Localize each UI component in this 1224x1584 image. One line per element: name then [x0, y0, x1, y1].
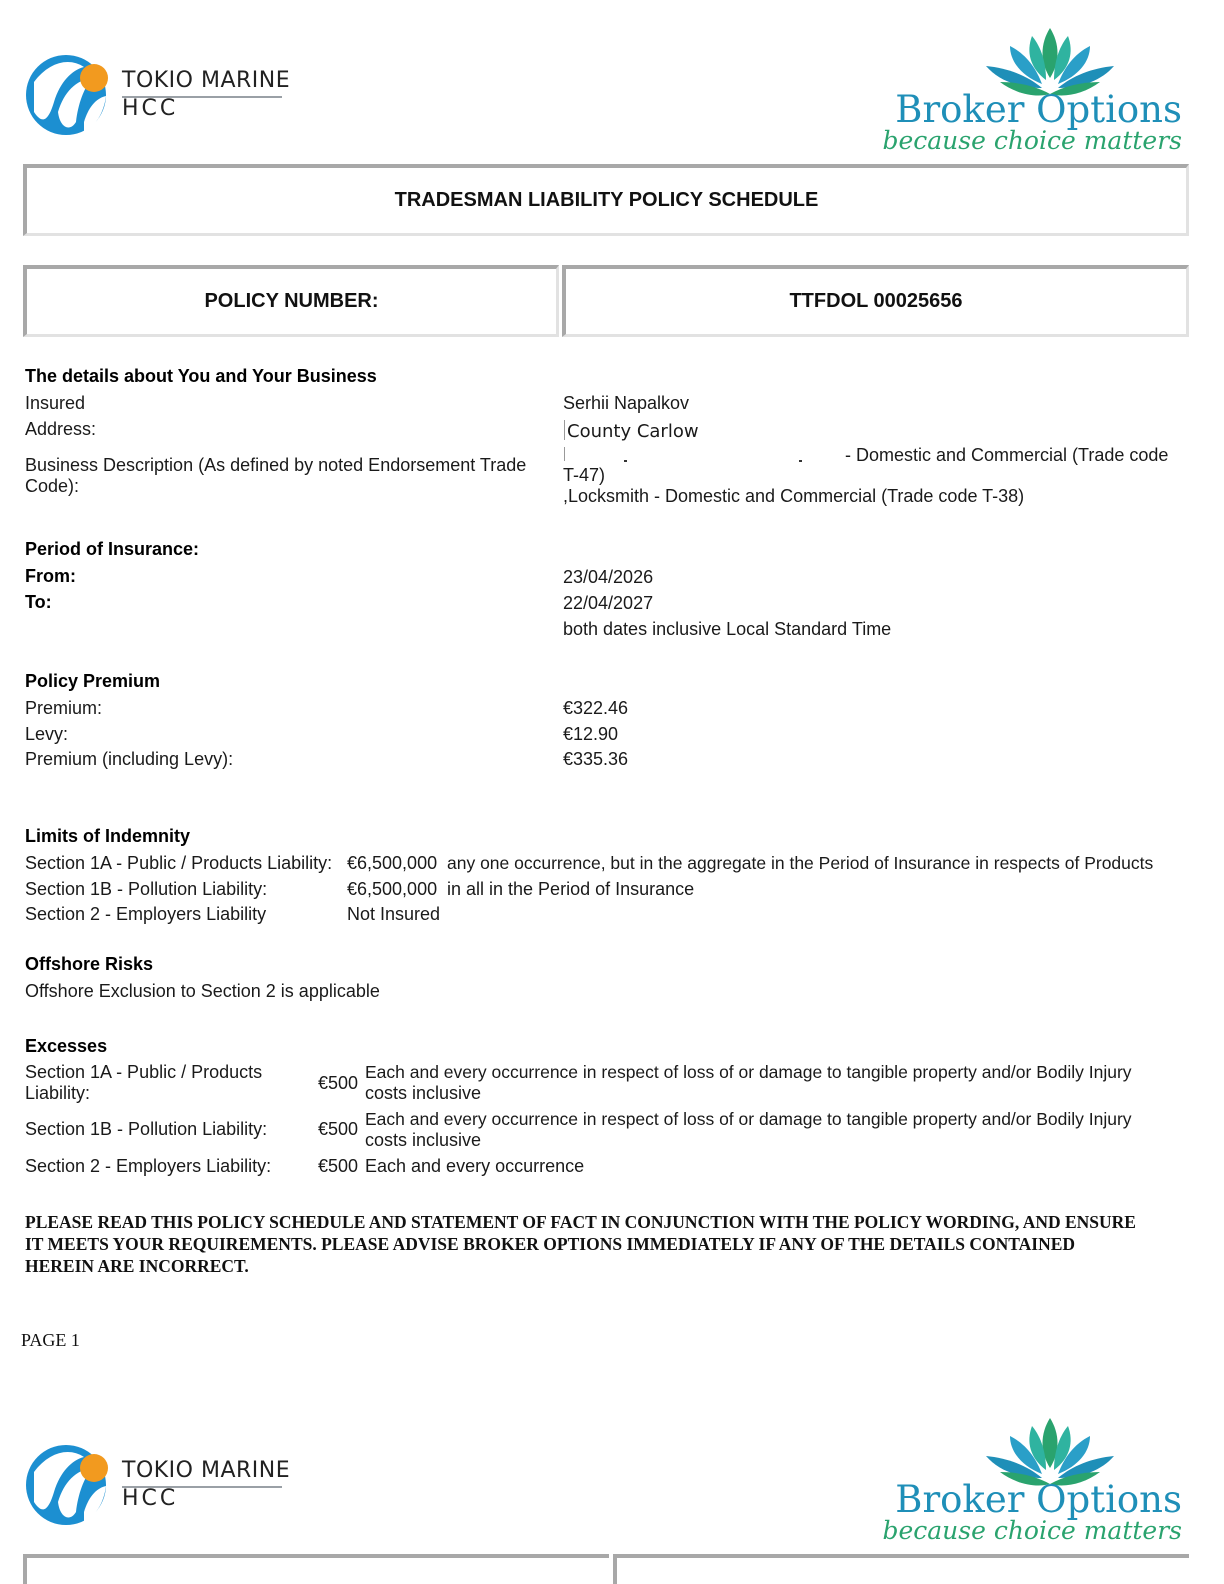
period-from-value: 23/04/2026 — [563, 567, 654, 587]
excesses-heading: Excesses — [25, 1036, 108, 1056]
tokio-marine-logo — [24, 52, 294, 142]
policy-notice-line1: PLEASE READ THIS POLICY SCHEDULE AND STATEMENT OF FACT IN CONJUNCTION WITH THE POLICY WORDING, AND ENSURE — [25, 1212, 1136, 1232]
page2-box-right — [613, 1554, 1189, 1584]
offshore-heading: Offshore Risks — [25, 954, 154, 974]
period-note: both dates inclusive Local Standard Time — [563, 619, 892, 639]
limits-heading: Limits of Indemnity — [25, 826, 191, 846]
limit-section-label: Section 1A - Public / Products Liability: — [25, 853, 333, 873]
policy-number-value: TTFDOL 00025656 — [789, 290, 963, 312]
address-label: Address: — [25, 419, 97, 439]
business-redaction-dot — [799, 460, 802, 462]
schedule-title-box — [23, 164, 1189, 236]
hcc-wordmark: HCC — [122, 1486, 179, 1511]
limit-section-label: Section 1B - Pollution Liability: — [25, 879, 268, 899]
period-heading: Period of Insurance: — [25, 539, 200, 559]
premium-heading: Policy Premium — [25, 671, 161, 691]
limit-amount: €6,500,000 — [347, 853, 438, 873]
insured-label: Insured — [25, 393, 86, 413]
hcc-wordmark: HCC — [122, 96, 179, 121]
premium-total-label: Premium (including Levy): — [25, 749, 234, 769]
business-description-label-line2: Code): — [25, 476, 80, 496]
tokio-marine-emblem-icon — [24, 52, 114, 138]
limit-amount: €6,500,000 — [347, 879, 438, 899]
policy-number-value-box — [562, 265, 1189, 337]
premium-label: Premium: — [25, 698, 103, 718]
excess-description-line2: costs inclusive — [365, 1083, 482, 1103]
page-number: PAGE 1 — [21, 1330, 80, 1350]
excess-description-line1: Each and every occurrence in respect of loss of or damage to tangible property and/or Bodily Injury — [365, 1062, 1132, 1082]
business-description-line2: T-47) — [563, 465, 606, 485]
schedule-title: TRADESMAN LIABILITY POLICY SCHEDULE — [394, 189, 819, 211]
address-cursor-mark — [564, 420, 565, 440]
levy-value: €12.90 — [563, 724, 619, 744]
limit-section-label: Section 2 - Employers Liability — [25, 904, 267, 924]
page2-box-left — [23, 1554, 609, 1584]
broker-options-tagline: because choice matters — [882, 1516, 1182, 1545]
excess-description: Each and every occurrence — [365, 1156, 585, 1176]
offshore-text: Offshore Exclusion to Section 2 is applicable — [25, 981, 380, 1001]
period-from-label: From: — [25, 566, 76, 586]
policy-number-label: POLICY NUMBER: — [204, 290, 379, 312]
business-redaction-dot — [624, 460, 627, 462]
excess-amount: €500 — [318, 1073, 359, 1093]
broker-options-tagline: because choice matters — [882, 126, 1182, 155]
policy-notice-line3: HEREIN ARE INCORRECT. — [25, 1256, 249, 1276]
premium-total-value: €335.36 — [563, 749, 629, 769]
limit-description: in all in the Period of Insurance — [447, 879, 695, 899]
policy-notice-line2: IT MEETS YOUR REQUIREMENTS. PLEASE ADVISE BROKER OPTIONS IMMEDIATELY IF ANY OF THE DETAILS CONTAINED — [25, 1234, 1076, 1254]
business-description-line1: - Domestic and Commercial (Trade code — [845, 445, 1169, 465]
period-to-value: 22/04/2027 — [563, 593, 654, 613]
excess-amount: €500 — [318, 1156, 359, 1176]
business-description-line3: ,Locksmith - Domestic and Commercial (Trade code T-38) — [563, 486, 1025, 506]
levy-label: Levy: — [25, 724, 69, 744]
business-description-label-line1: Business Description (As defined by noted Endorsement Trade — [25, 455, 527, 475]
broker-options-name: Broker Options — [895, 1478, 1182, 1521]
limit-description: any one occurrence, but in the aggregate in the Period of Insurance in respects of Products — [447, 853, 1154, 873]
excess-description-line1: Each and every occurrence in respect of loss of or damage to tangible property and/or Bodily Injury — [365, 1109, 1132, 1129]
tokio-marine-wordmark: TOKIO MARINE — [122, 68, 291, 93]
excess-section-label: Section 2 - Employers Liability: — [25, 1156, 272, 1176]
tokio-marine-wordmark: TOKIO MARINE — [122, 1458, 291, 1483]
excess-description-line2: costs inclusive — [365, 1130, 482, 1150]
excess-section-label-line1: Section 1A - Public / Products — [25, 1062, 263, 1082]
policy-notice — [25, 1211, 1195, 1277]
tokio-marine-emblem-icon — [24, 1442, 114, 1528]
excess-section-label: Section 1B - Pollution Liability: — [25, 1119, 268, 1139]
tokio-marine-logo-page2 — [24, 1442, 294, 1532]
address-value: County Carlow — [567, 421, 699, 442]
limit-amount: Not Insured — [347, 904, 441, 924]
excess-section-label-line2: Liability: — [25, 1083, 91, 1103]
insured-value: Serhii Napalkov — [563, 393, 690, 413]
broker-options-logo — [882, 22, 1188, 162]
period-to-label: To: — [25, 592, 52, 612]
business-redaction-mark — [564, 447, 565, 461]
broker-options-logo-page2 — [882, 1412, 1188, 1552]
excess-amount: €500 — [318, 1119, 359, 1139]
policy-number-label-box — [23, 265, 559, 337]
premium-value: €322.46 — [563, 698, 629, 718]
details-heading: The details about You and Your Business — [25, 366, 377, 386]
broker-options-name: Broker Options — [895, 88, 1182, 131]
